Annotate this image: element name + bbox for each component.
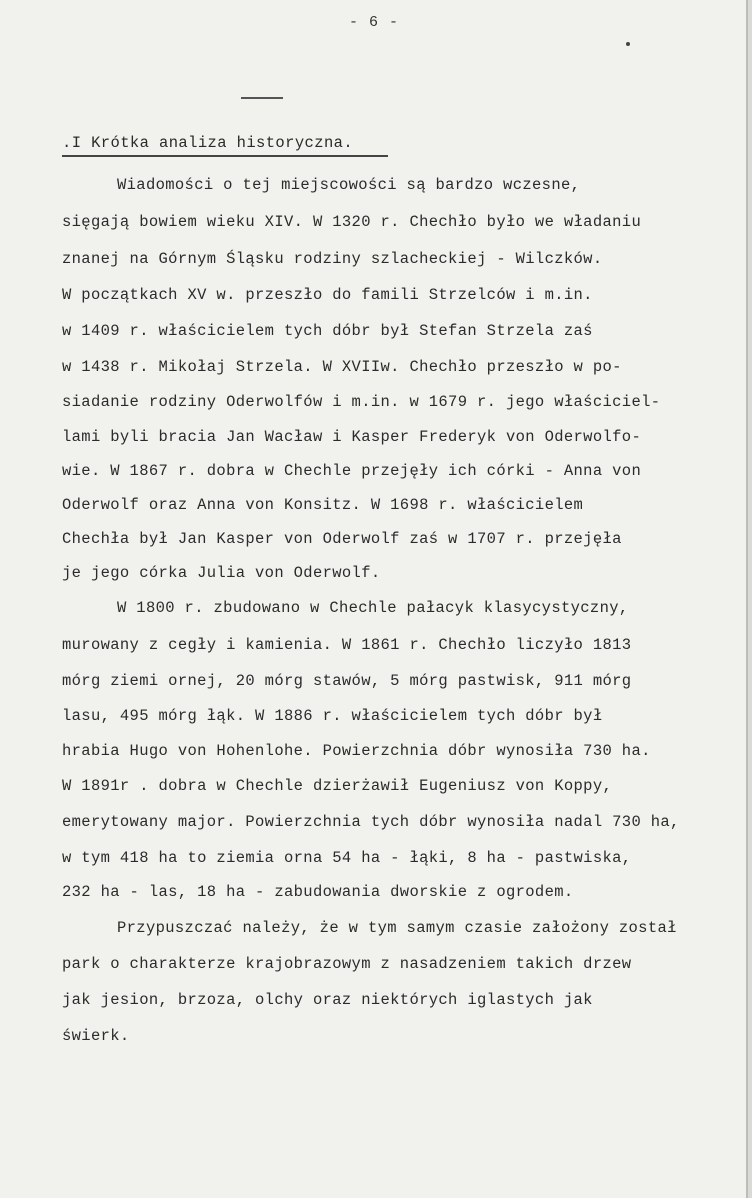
- text-line: W 1891r . dobra w Chechle dzierżawił Eugeniusz von Koppy,: [62, 777, 613, 795]
- text-line: je jego córka Julia von Oderwolf.: [62, 564, 381, 582]
- heading-underline: [62, 155, 388, 157]
- text-line: Oderwolf oraz Anna von Konsitz. W 1698 r. właścicielem: [62, 496, 584, 514]
- text-line: emerytowany major. Powierzchnia tych dóbr wynosiła nadal 730 ha,: [62, 813, 680, 831]
- text-line: W 1800 r. zbudowano w Chechle pałacyk klasycystyczny,: [117, 599, 629, 617]
- text-line: Chechła był Jan Kasper von Oderwolf zaś w 1707 r. przejęła: [62, 530, 622, 548]
- page-number: - 6 -: [348, 14, 399, 31]
- text-line: park o charakterze krajobrazowym z nasadzeniem takich drzew: [62, 955, 632, 973]
- text-line: lasu, 495 mórg łąk. W 1886 r. właścicielem tych dóbr był: [62, 707, 603, 725]
- section-heading: .I Krótka analiza historyczna.: [62, 134, 354, 152]
- text-line: w tym 418 ha to ziemia orna 54 ha - łąki, 8 ha - pastwiska,: [62, 849, 632, 867]
- text-line: mórg ziemi ornej, 20 mórg stawów, 5 mórg pastwisk, 911 mórg: [62, 672, 632, 690]
- text-line: sięgają bowiem wieku XIV. W 1320 r. Chechło było we władaniu: [62, 213, 642, 231]
- text-line: Wiadomości o tej miejscowości są bardzo wczesne,: [117, 176, 581, 194]
- text-line: 232 ha - las, 18 ha - zabudowania dworskie z ogrodem.: [62, 883, 574, 901]
- text-line: jak jesion, brzoza, olchy oraz niektórych iglastych jak: [62, 991, 593, 1009]
- text-line: lami byli bracia Jan Wacław i Kasper Frederyk von Oderwolfo-: [62, 428, 642, 446]
- text-line: Przypuszczać należy, że w tym samym czasie założony został: [117, 919, 677, 937]
- text-line: hrabia Hugo von Hohenlohe. Powierzchnia dóbr wynosiła 730 ha.: [62, 742, 651, 760]
- text-line: murowany z cegły i kamienia. W 1861 r. Chechło liczyło 1813: [62, 636, 632, 654]
- ink-dot: [626, 42, 630, 46]
- text-line: siadanie rodziny Oderwolfów i m.in. w 1679 r. jego właściciel-: [62, 393, 661, 411]
- header-rule: [241, 97, 283, 99]
- text-line: wie. W 1867 r. dobra w Chechle przejęły ich córki - Anna von: [62, 462, 642, 480]
- text-line: w 1438 r. Mikołaj Strzela. W XVIIw. Chechło przeszło w po-: [62, 358, 622, 376]
- text-line: znanej na Górnym Śląsku rodziny szlacheckiej - Wilczków.: [62, 250, 603, 268]
- text-line: W początkach XV w. przeszło do famili Strzelców i m.in.: [62, 286, 593, 304]
- text-line: świerk.: [62, 1027, 130, 1045]
- text-line: w 1409 r. właścicielem tych dóbr był Stefan Strzela zaś: [62, 322, 593, 340]
